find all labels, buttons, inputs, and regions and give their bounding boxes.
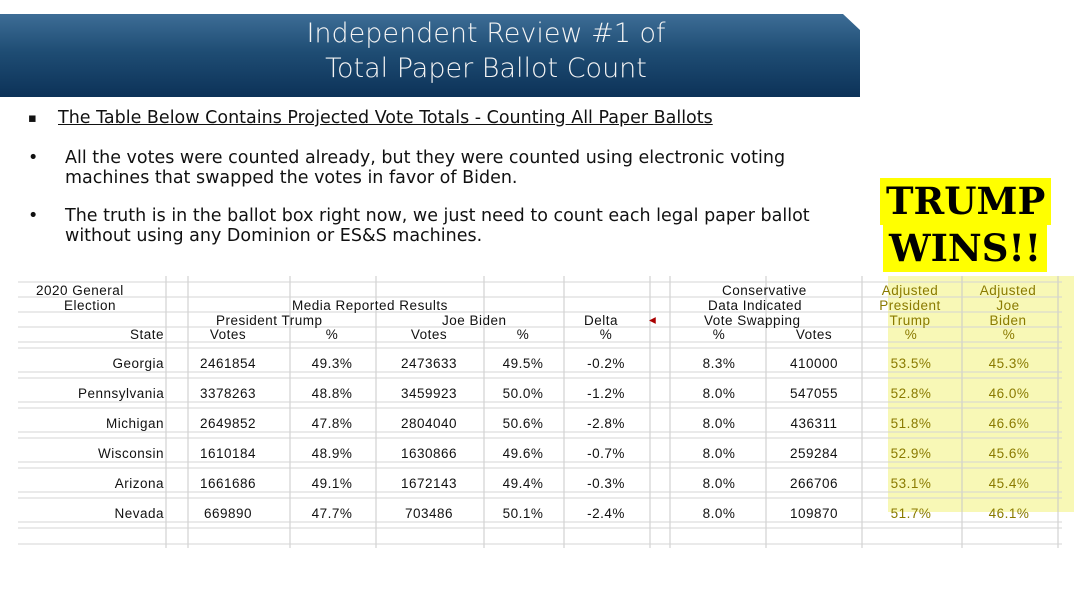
state-cell: Wisconsin bbox=[97, 446, 164, 461]
trump-wins-callout bbox=[880, 178, 1050, 272]
swap-votes-cell: 259284 bbox=[789, 446, 839, 461]
dot-bullet-icon: • bbox=[28, 206, 39, 226]
bullet-2 bbox=[28, 148, 868, 188]
bullet-3 bbox=[28, 206, 868, 246]
biden-pct-cell: 49.6% bbox=[502, 446, 544, 461]
header-adjusted-trump-1: Adjusted bbox=[881, 283, 939, 298]
trump-votes-cell: 3378263 bbox=[199, 386, 257, 401]
delta-cell: -2.8% bbox=[587, 416, 625, 431]
swap-pct-cell: 8.0% bbox=[702, 476, 736, 491]
delta-cell: -0.2% bbox=[587, 356, 625, 371]
header-adj-trump-pct: % bbox=[904, 327, 918, 342]
adjusted-trump-cell: 53.1% bbox=[890, 476, 932, 491]
adjusted-biden-cell: 46.1% bbox=[988, 506, 1030, 521]
swap-votes-cell: 547055 bbox=[789, 386, 839, 401]
trump-pct-cell: 47.7% bbox=[311, 506, 353, 521]
trump-votes-cell: 2461854 bbox=[199, 356, 257, 371]
header-data-indicated: Data Indicated bbox=[708, 298, 803, 313]
header-delta: Delta bbox=[584, 313, 619, 328]
biden-pct-cell: 50.6% bbox=[502, 416, 544, 431]
delta-cell: -2.4% bbox=[587, 506, 625, 521]
adjusted-biden-cell: 45.3% bbox=[988, 356, 1030, 371]
trump-pct-cell: 49.3% bbox=[311, 356, 353, 371]
trump-pct-cell: 48.9% bbox=[311, 446, 353, 461]
trump-pct-cell: 48.8% bbox=[311, 386, 353, 401]
swap-votes-cell: 109870 bbox=[789, 506, 839, 521]
bullet-3-text: The truth is in the ballot box right now, we just need to count each legal paper ballot without using any Dominion or ES&S machines. bbox=[65, 206, 810, 246]
header-swap-pct: % bbox=[712, 327, 726, 342]
callout-line-2: WINS!! bbox=[883, 225, 1047, 272]
adjusted-trump-cell: 52.9% bbox=[890, 446, 932, 461]
biden-votes-cell: 2473633 bbox=[400, 356, 458, 371]
adjusted-trump-cell: 51.8% bbox=[890, 416, 932, 431]
delta-cell: -0.3% bbox=[587, 476, 625, 491]
header-media: Media Reported Results bbox=[292, 298, 448, 313]
header-delta-pct: % bbox=[599, 327, 613, 342]
header-election-1: 2020 General bbox=[36, 283, 124, 298]
adjusted-trump-cell: 53.5% bbox=[890, 356, 932, 371]
trump-votes-cell: 1661686 bbox=[199, 476, 257, 491]
delta-cell: -1.2% bbox=[587, 386, 625, 401]
biden-votes-cell: 1672143 bbox=[400, 476, 458, 491]
header-adjusted-biden-3: Biden bbox=[989, 313, 1027, 328]
biden-pct-cell: 49.4% bbox=[502, 476, 544, 491]
header-biden-pct: % bbox=[516, 327, 530, 342]
callout-line-1: TRUMP bbox=[880, 178, 1051, 225]
header-biden-votes: Votes bbox=[410, 327, 448, 342]
trump-votes-cell: 2649852 bbox=[199, 416, 257, 431]
header-swap-votes: Votes bbox=[795, 327, 833, 342]
biden-pct-cell: 50.0% bbox=[502, 386, 544, 401]
swap-pct-cell: 8.0% bbox=[702, 416, 736, 431]
adjusted-trump-cell: 52.8% bbox=[890, 386, 932, 401]
adjusted-biden-cell: 46.0% bbox=[988, 386, 1030, 401]
header-adjusted-trump-2: President bbox=[879, 298, 941, 313]
state-cell: Michigan bbox=[105, 416, 164, 431]
header-adj-biden-pct: % bbox=[1002, 327, 1016, 342]
biden-votes-cell: 703486 bbox=[404, 506, 454, 521]
biden-pct-cell: 49.5% bbox=[502, 356, 544, 371]
swap-votes-cell: 410000 bbox=[789, 356, 839, 371]
swap-pct-cell: 8.3% bbox=[702, 356, 736, 371]
swap-pct-cell: 8.0% bbox=[702, 506, 736, 521]
dot-bullet-icon: • bbox=[28, 148, 39, 168]
header-joe-biden: Joe Biden bbox=[442, 313, 507, 328]
adjusted-biden-cell: 45.6% bbox=[988, 446, 1030, 461]
header-conservative: Conservative bbox=[722, 283, 807, 298]
state-cell: Pennsylvania bbox=[78, 386, 165, 401]
trump-votes-cell: 1610184 bbox=[199, 446, 257, 461]
swap-pct-cell: 8.0% bbox=[702, 386, 736, 401]
delta-cell: -0.7% bbox=[587, 446, 625, 461]
adjusted-trump-cell: 51.7% bbox=[890, 506, 932, 521]
swap-votes-cell: 266706 bbox=[789, 476, 839, 491]
biden-votes-cell: 2804040 bbox=[400, 416, 458, 431]
square-bullet-icon: ▪ bbox=[28, 111, 37, 126]
swap-votes-cell: 436311 bbox=[790, 416, 838, 431]
title-line-2: Total Paper Ballot Count bbox=[325, 53, 647, 84]
biden-votes-cell: 1630866 bbox=[400, 446, 458, 461]
biden-votes-cell: 3459923 bbox=[400, 386, 458, 401]
adjusted-biden-cell: 45.4% bbox=[988, 476, 1030, 491]
header-trump-pct: % bbox=[325, 327, 339, 342]
adjusted-biden-cell: 46.6% bbox=[988, 416, 1030, 431]
header-president-trump: President Trump bbox=[216, 313, 323, 328]
header-adjusted-biden-1: Adjusted bbox=[979, 283, 1037, 298]
title-line-1: Independent Review #1 of bbox=[306, 18, 666, 49]
swap-pct-cell: 8.0% bbox=[702, 446, 736, 461]
header-vote-swapping: Vote Swapping bbox=[704, 313, 801, 328]
header-state: State bbox=[129, 327, 164, 342]
slide-title bbox=[0, 16, 972, 86]
state-cell: Arizona bbox=[114, 476, 164, 491]
header-adjusted-trump-3: Trump bbox=[889, 313, 931, 328]
bullet-2-text: All the votes were counted already, but they were counted using electronic voting machines that swapped the votes in favor of Biden. bbox=[65, 148, 786, 188]
header-trump-votes: Votes bbox=[209, 327, 247, 342]
trump-pct-cell: 47.8% bbox=[311, 416, 353, 431]
results-spreadsheet bbox=[18, 276, 1062, 548]
header-adjusted-biden-2: Joe bbox=[996, 298, 1020, 313]
trump-pct-cell: 49.1% bbox=[311, 476, 353, 491]
arrow-icon: ◂ bbox=[649, 312, 657, 327]
trump-votes-cell: 669890 bbox=[203, 506, 253, 521]
state-cell: Nevada bbox=[114, 506, 164, 521]
state-cell: Georgia bbox=[112, 356, 164, 371]
bullet-1-text: The Table Below Contains Projected Vote Totals - Counting All Paper Ballots bbox=[58, 108, 713, 128]
header-election-2: Election bbox=[64, 298, 117, 313]
biden-pct-cell: 50.1% bbox=[502, 506, 544, 521]
